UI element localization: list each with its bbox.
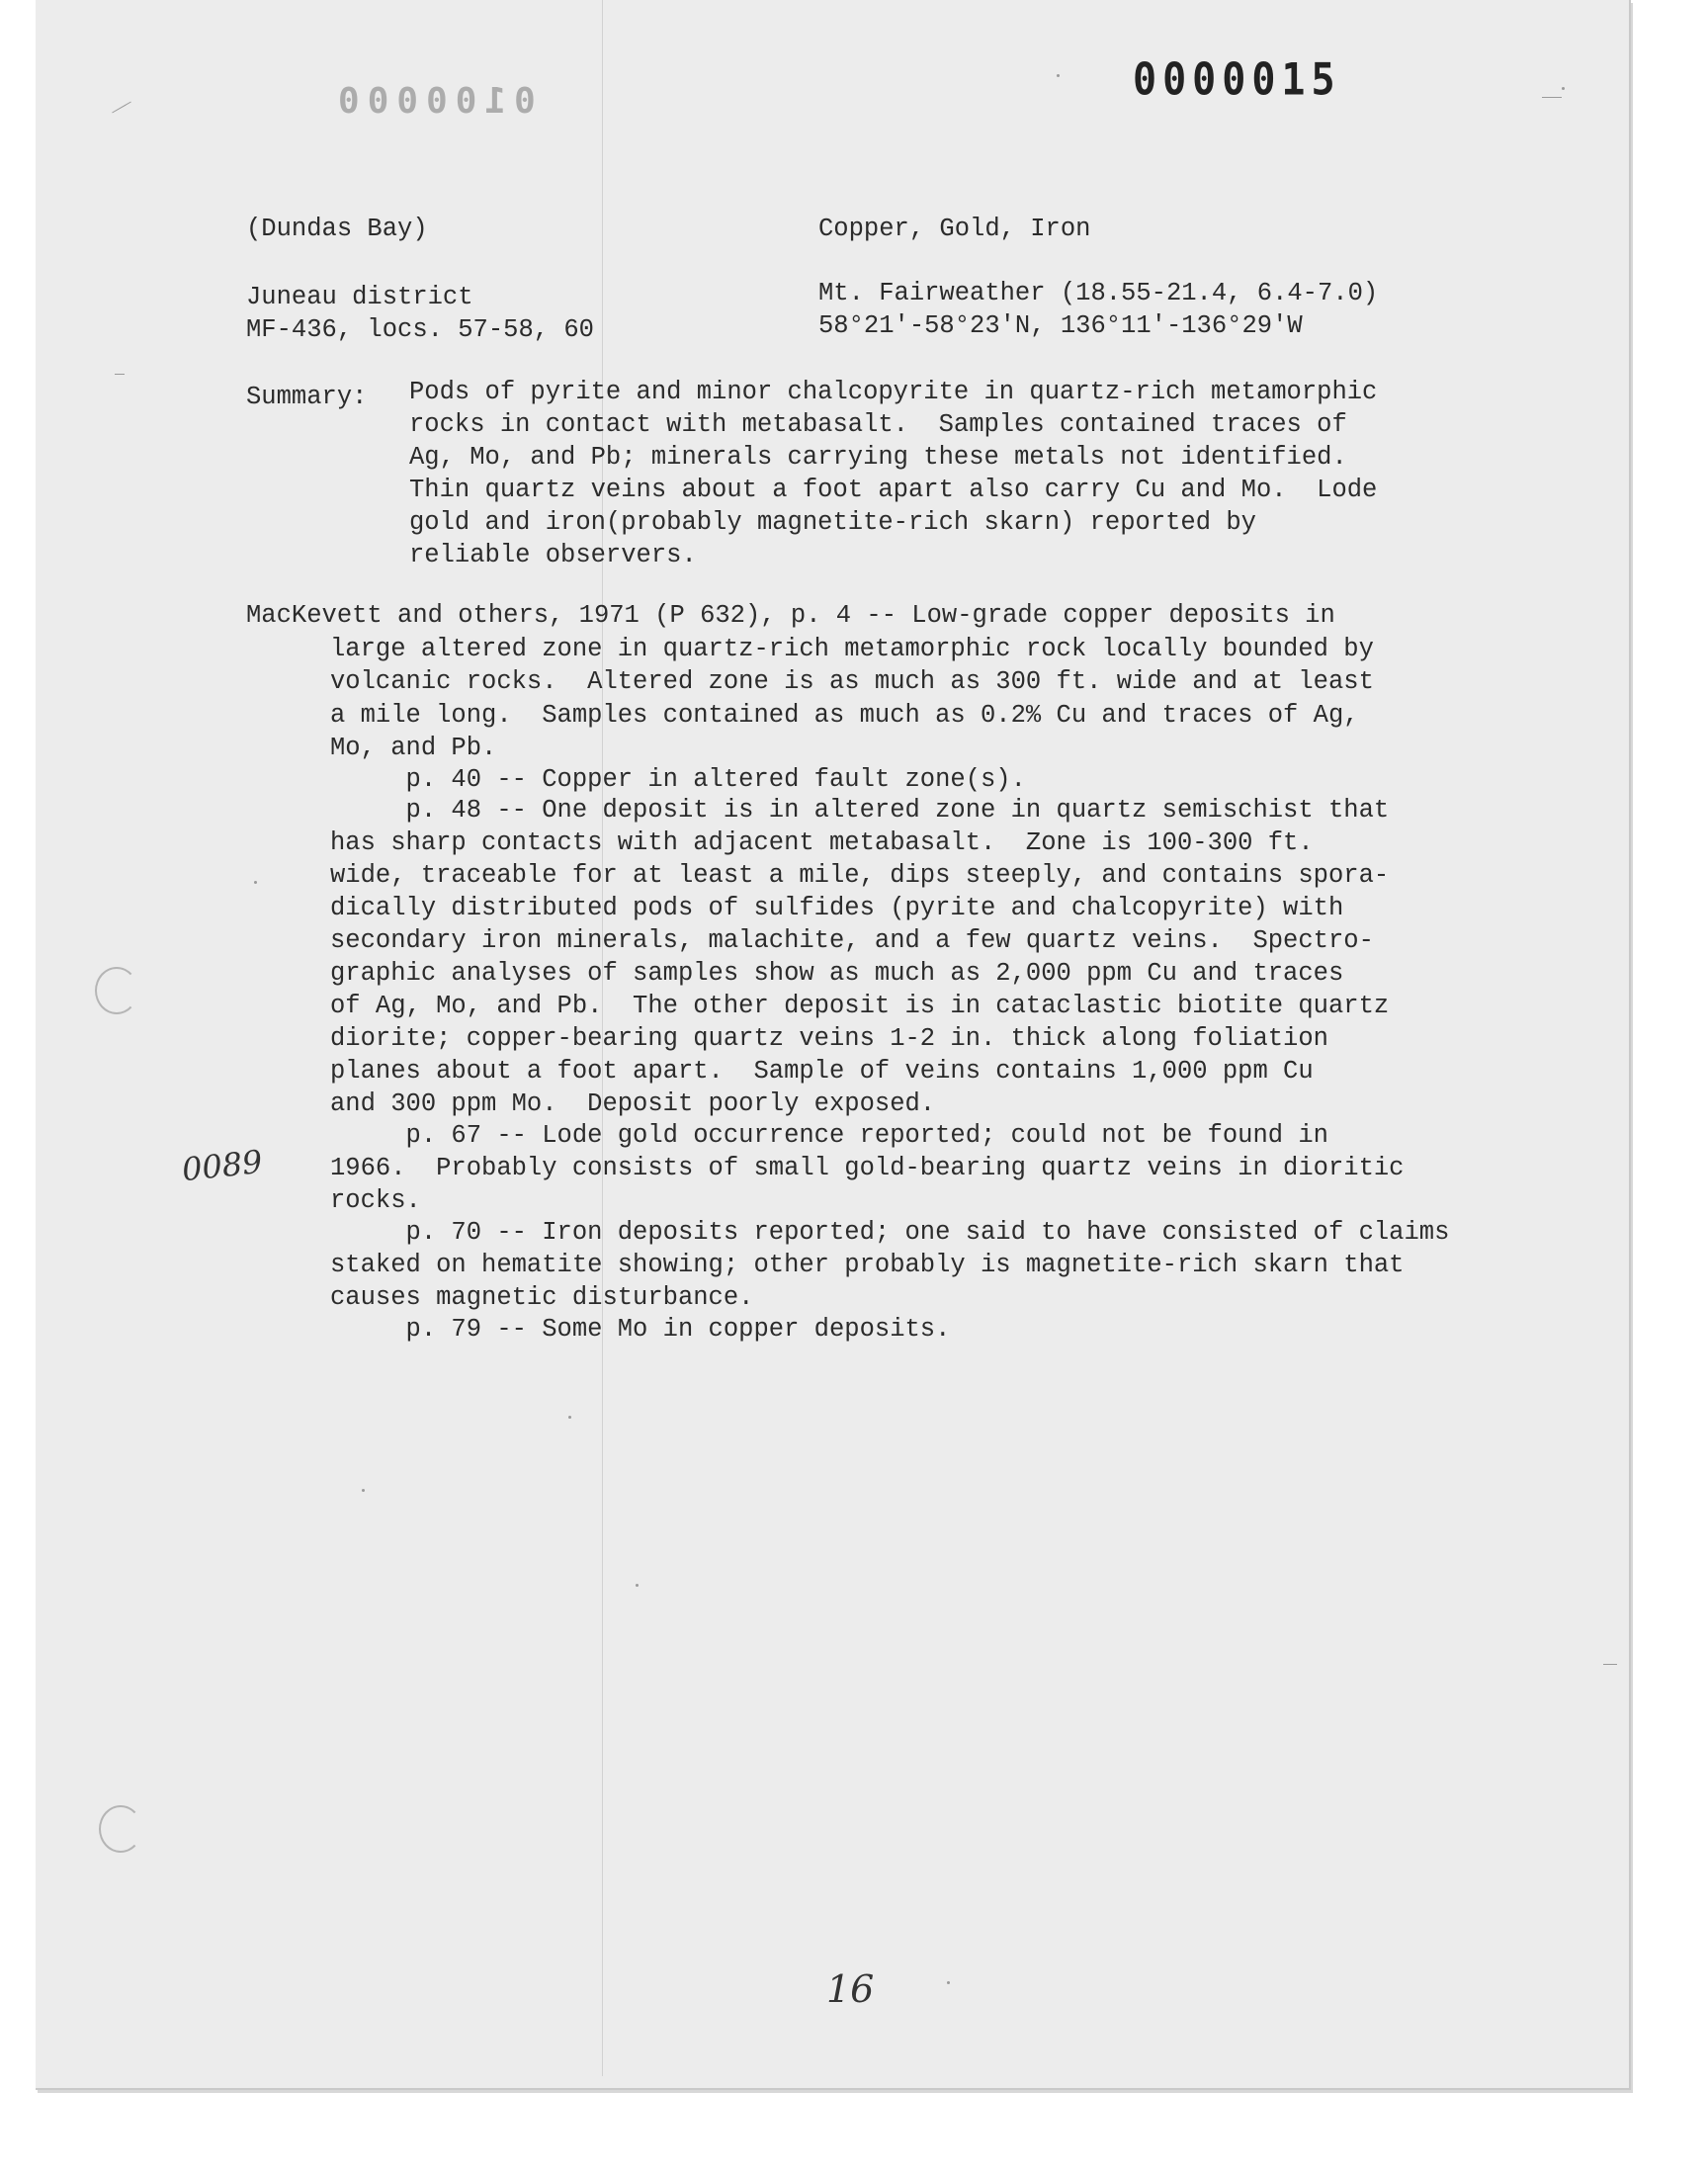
district-label: Juneau district: [246, 283, 473, 311]
reference-line: 1966. Probably consists of small gold-bearing quartz veins in dioritic: [330, 1154, 1405, 1182]
scan-speck: [947, 1981, 950, 1984]
scan-mark: [1542, 97, 1562, 98]
record-number-stamp: 0000015: [1133, 54, 1341, 106]
map-reference: MF-436, locs. 57-58, 60: [246, 315, 594, 344]
scan-mark: [1603, 1664, 1617, 1665]
scan-speck: [254, 881, 257, 884]
reference-line: p. 40 -- Copper in altered fault zone(s).: [330, 765, 1026, 794]
summary-line: gold and iron(probably magnetite-rich skarn) reported by: [409, 508, 1256, 537]
punch-hole-upper: [95, 967, 138, 1014]
reference-line: has sharp contacts with adjacent metabasalt. Zone is 100-300 ft.: [330, 828, 1314, 857]
scan-speck: [636, 1584, 639, 1587]
summary-line: Pods of pyrite and minor chalcopyrite in quartz-rich metamorphic: [409, 378, 1378, 406]
coordinates-label: 58°21'-58°23'N, 136°11'-136°29'W: [818, 311, 1303, 340]
commodities-title: Copper, Gold, Iron: [818, 215, 1091, 243]
summary-line: rocks in contact with metabasalt. Samples contained traces of: [409, 410, 1347, 439]
quadrangle-label: Mt. Fairweather (18.55-21.4, 6.4-7.0): [818, 279, 1379, 307]
reference-citation: MacKevett and others, 1971 (P 632), p. 4 -- Low-grade copper deposits in: [246, 601, 1335, 630]
reference-line: secondary iron minerals, malachite, and a few quartz veins. Spectro-: [330, 926, 1374, 955]
faded-mirrored-stamp: 0100000: [330, 81, 536, 122]
punch-hole-lower: [99, 1805, 142, 1853]
reference-line: of Ag, Mo, and Pb. The other deposit is in cataclastic biotite quartz: [330, 992, 1390, 1020]
reference-line: and 300 ppm Mo. Deposit poorly exposed.: [330, 1089, 936, 1118]
summary-line: Thin quartz veins about a foot apart also carry Cu and Mo. Lode: [409, 476, 1378, 504]
summary-line: Ag, Mo, and Pb; minerals carrying these metals not identified.: [409, 443, 1347, 472]
reference-line: volcanic rocks. Altered zone is as much as 300 ft. wide and at least: [330, 667, 1374, 697]
handwritten-page-number: 16: [826, 1967, 875, 2011]
reference-line: Mo, and Pb.: [330, 734, 497, 763]
scan-speck: [362, 1489, 365, 1492]
reference-line: p. 48 -- One deposit is in altered zone in quartz semischist that: [330, 796, 1390, 825]
reference-line: planes about a foot apart. Sample of veins contains 1,000 ppm Cu: [330, 1057, 1314, 1086]
reference-line: dically distributed pods of sulfides (pyrite and chalcopyrite) with: [330, 894, 1344, 922]
reference-line: graphic analyses of samples show as much as 2,000 ppm Cu and traces: [330, 959, 1344, 988]
reference-line: a mile long. Samples contained as much as 0.2% Cu and traces of Ag,: [330, 700, 1359, 730]
handwritten-margin-note: 0089: [180, 1142, 265, 1189]
reference-line: wide, traceable for at least a mile, dips steeply, and contains spora-: [330, 861, 1390, 890]
locality-title: (Dundas Bay): [246, 215, 428, 243]
scan-speck: [1057, 74, 1060, 77]
scan-mark: [115, 374, 125, 375]
scan-speck: [1562, 87, 1565, 90]
scan-speck: [568, 1416, 571, 1419]
reference-line: causes magnetic disturbance.: [330, 1283, 754, 1312]
summary-line: reliable observers.: [409, 541, 697, 569]
reference-line: staked on hematite showing; other probably is magnetite-rich skarn that: [330, 1251, 1405, 1279]
reference-line: diorite; copper-bearing quartz veins 1-2 in. thick along foliation: [330, 1024, 1328, 1053]
summary-label: Summary:: [246, 383, 368, 411]
reference-line: rocks.: [330, 1186, 421, 1215]
reference-line: p. 70 -- Iron deposits reported; one said to have consisted of claims: [330, 1218, 1450, 1247]
reference-line: large altered zone in quartz-rich metamorphic rock locally bounded by: [330, 635, 1374, 663]
reference-line: p. 79 -- Some Mo in copper deposits.: [330, 1315, 951, 1344]
reference-line: p. 67 -- Lode gold occurrence reported; could not be found in: [330, 1121, 1328, 1150]
